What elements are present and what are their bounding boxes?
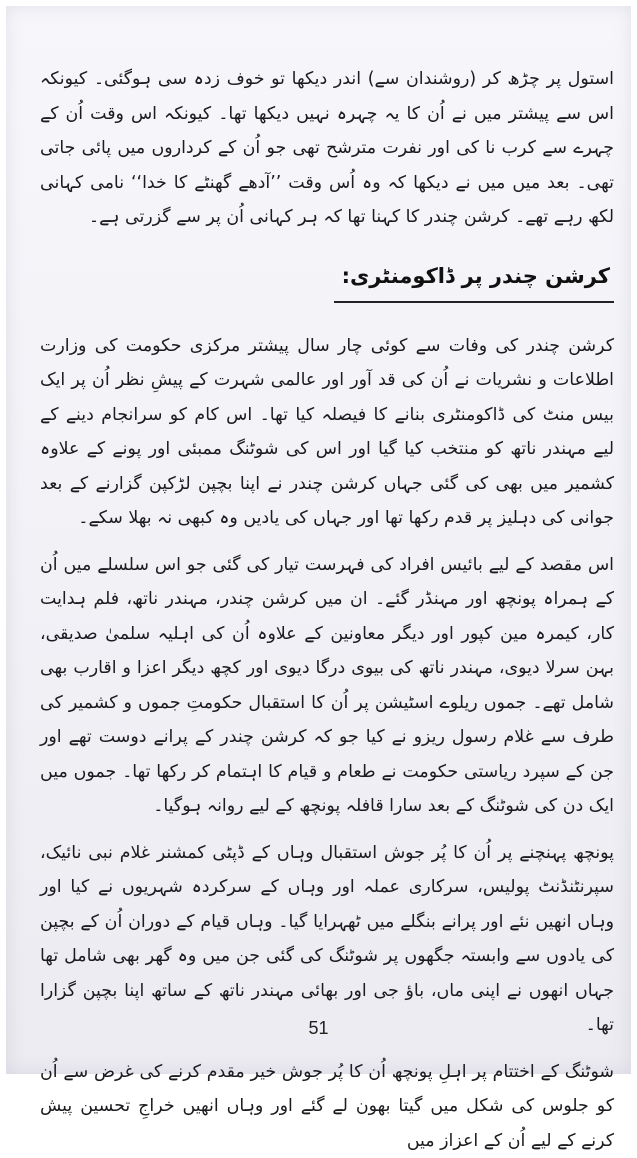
- paragraph-1: کرشن چندر کی وفات سے کوئی چار سال پیشتر مرکزی حکومت کی وزارت اطلاعات و نشریات نے اُن کی قد آور اور عالمی شہرت کے پیشِ نظر اُن پر ایک بیس منٹ کی ڈاکومنٹری بنانے کا فیصلہ کیا تھا۔ اس کام کو سرانجام دینے کے لیے مہندر ناتھ کو منتخب کیا گیا اور اس کی شوٹنگ ممبئی اور پونے کے علاوہ کشمیر میں بھی کی گئی جہاں کرشن چندر نے اپنا بچپن لڑکپن گزارنے کے بعد جوانی کی دہلیز پر قدم رکھا تھا اور جہاں کی یادیں وہ کبھی نہ بھلا سکے۔: [40, 329, 614, 536]
- paragraph-2: اس مقصد کے لیے بائیس افراد کی فہرست تیار کی گئی جو اس سلسلے میں اُن کے ہمراہ پونچھ اور مہنڈر گئے۔ ان میں کرشن چندر، مہندر ناتھ، فلم ہدایت کار، کیمرہ مین کپور اور دیگر معاونین کے علاوہ اُن کی اہلیہ سلمیٰ صدیقی، بہن سرلا دیوی، مہندر ناتھ کی بیوی درگا دیوی اور کچھ دیگر اعزا و اقارب بھی شامل تھے۔ جموں ریلوے اسٹیشن پر اُن کا استقبال حکومتِ جموں و کشمیر کی طرف سے غلام رسول ریزو نے کیا جو کہ کرشن چندر کے پرانے دوست تھے اور جن کے سپرد ریاستی حکومت نے طعام و قیام کا اہتمام کر رکھا تھا۔ جموں میں ایک دن کی شوٹنگ کے بعد سارا قافلہ پونچھ کے لیے روانہ ہوگیا۔: [40, 548, 614, 824]
- paragraph-4: شوٹنگ کے اختتام پر اہلِ پونچھ اُن کا پُر جوش خیر مقدم کرنے کی غرض سے اُن کو جلوس کی شکل میں گیتا بھون لے گئے اور وہاں انھیں خراجِ تحسین پیش کرنے کے لیے اُن کے اعزاز میں: [40, 1055, 614, 1158]
- section-heading: کرشن چندر پر ڈاکومنٹری:: [334, 257, 614, 303]
- paragraph-intro: استول پر چڑھ کر (روشندان سے) اندر دیکھا تو خوف زدہ سی ہوگئی۔ کیونکہ اس سے پیشتر میں نے اُن کا یہ چہرہ نہیں دیکھا تھا۔ کیونکہ اس وقت اُن کے چہرے سے کرب نا کی اور نفرت مترشح تھی جو اُن کے کرداروں میں پائی جاتی تھی۔ بعد میں میں نے دیکھا کہ وہ اُس وقت ’’آدھے گھنٹے کا خدا‘‘ نامی کہانی لکھ رہے تھے۔ کرشن چندر کا کہنا تھا کہ ہر کہانی اُن پر سے گزرتی ہے۔: [40, 62, 614, 235]
- text-column: [40, 62, 614, 1158]
- section-heading-wrap: [40, 257, 614, 303]
- book-page: [6, 6, 631, 1074]
- paragraph-3: پونچھ پہنچنے پر اُن کا پُر جوش استقبال وہاں کے ڈپٹی کمشنر غلام نبی نائیک، سپرنٹنڈنٹ پولیس، سرکاری عملہ اور وہاں کے سرکردہ شہریوں نے کیا اور وہاں انھیں نئے اور پرانے بنگلے میں ٹھہرایا گیا۔ وہاں قیام کے دوران اُن کے بچپن کی یادوں سے وابستہ جگھوں پر شوٹنگ کی گئی جن میں وہ گھر بھی شامل تھا جہاں انھوں نے اپنی ماں، باؤ جی اور بھائی مہندر ناتھ کے ساتھ اپنا بچپن گزارا تھا۔: [40, 836, 614, 1043]
- page-number: 51: [6, 1018, 631, 1039]
